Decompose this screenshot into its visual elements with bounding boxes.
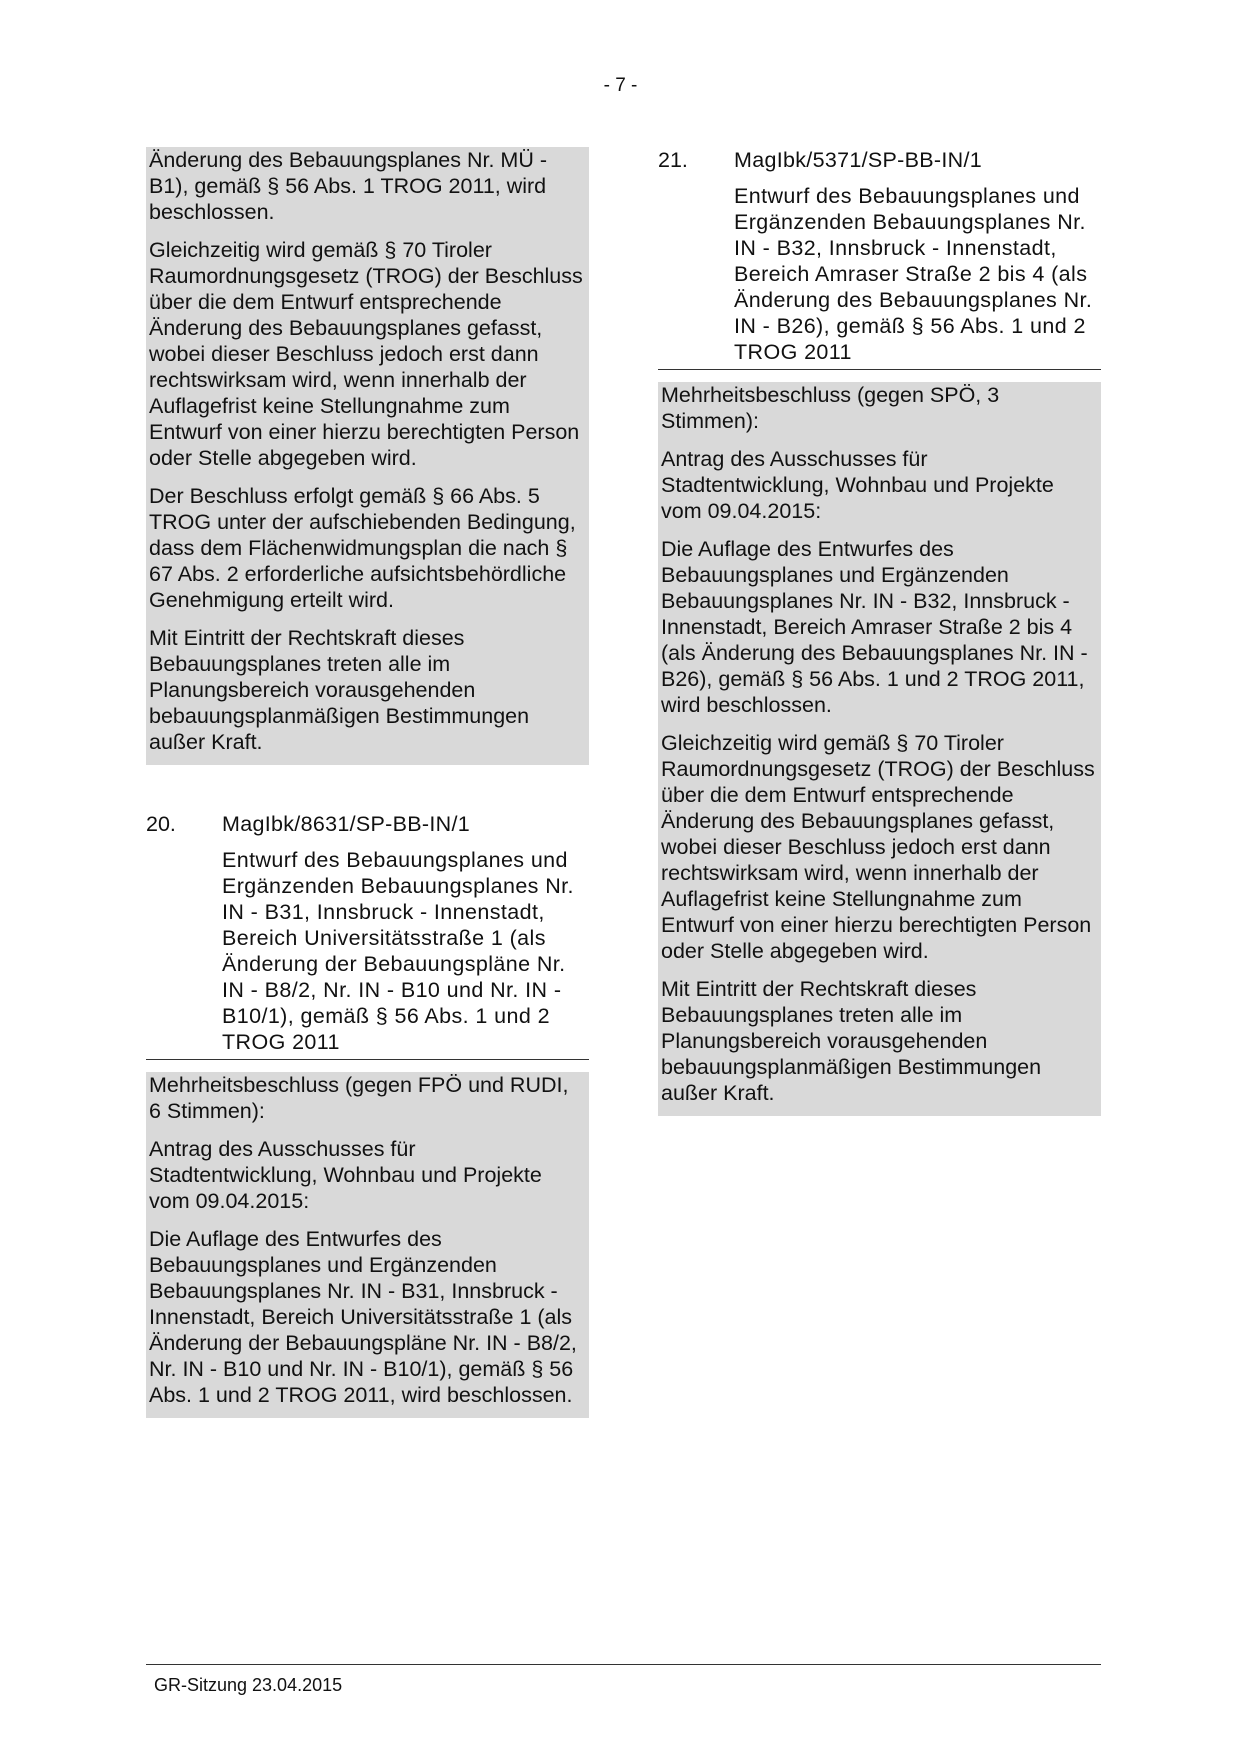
- decision-paragraph: Mehrheitsbeschluss (gegen SPÖ, 3 Stimmen):: [661, 383, 1000, 433]
- continuation-block: [146, 147, 589, 765]
- decision-paragraph: Mit Eintritt der Rechtskraft dieses Bebauungsplanes treten alle im Planungsbereich vorausgehenden bebauungsplanmäßigen Bestimmungen außer Kraft.: [661, 977, 1042, 1105]
- continuation-paragraph: Änderung des Bebauungsplanes Nr. MÜ - B1), gemäß § 56 Abs. 1 TROG 2011, wird beschlossen.: [149, 148, 547, 224]
- item-code: MagIbk/8631/SP-BB-IN/1: [222, 812, 470, 836]
- left-column: [146, 147, 589, 1418]
- item-number: 21.: [658, 148, 688, 172]
- decision-paragraph: Die Auflage des Entwurfes des Bebauungsplanes und Ergänzenden Bebauungsplanes Nr. IN - B32, Innsbruck - Innenstadt, Bereich Amraser Straße 2 bis 4 (als Änderung des Bebauungsplanes Nr. IN - B26), gemäß § 56 Abs. 1 und 2 TROG 2011, wird beschlossen.: [661, 537, 1088, 717]
- decision-paragraph: Gleichzeitig wird gemäß § 70 Tiroler Raumordnungsgesetz (TROG) der Beschluss über die dem Entwurf entsprechende Änderung des Bebauungsplanes gefasst, wobei dieser Beschluss jedoch erst dann rechtswirksam wird, wenn innerhalb der Auflagefrist keine Stellungnahme zum Entwurf von einer hierzu berechtigten Person oder Stelle abgegeben wird.: [661, 731, 1095, 963]
- decision-block: [146, 1072, 589, 1418]
- continuation-paragraph: Der Beschluss erfolgt gemäß § 66 Abs. 5 TROG unter der aufschiebenden Bedingung, dass dem Flächenwidmungsplan die nach § 67 Abs. 2 erforderliche aufsichtsbehördliche Genehmigung erteilt wird.: [149, 484, 576, 612]
- item-divider: [658, 369, 1101, 370]
- decision-paragraph: Die Auflage des Entwurfes des Bebauungsplanes und Ergänzenden Bebauungsplanes Nr. IN - B31, Innsbruck - Innenstadt, Bereich Universitätsstraße 1 (als Änderung der Bebauungspläne Nr. IN - B8/2, Nr. IN - B10 und Nr. IN - B10/1), gemäß § 56 Abs. 1 und 2 TROG 2011, wird beschlossen.: [149, 1227, 577, 1407]
- right-column: [658, 147, 1101, 1116]
- item-number: 20.: [146, 812, 176, 836]
- item-title: Entwurf des Bebauungsplanes und Ergänzenden Bebauungsplanes Nr. IN - B31, Innsbruck - Innenstadt, Bereich Universitätsstraße 1 (als Änderung der Bebauungspläne Nr. IN - B8/2, Nr. IN - B10 und Nr. IN - B10/1), gemäß § 56 Abs. 1 und 2 TROG 2011: [222, 848, 574, 1054]
- decision-paragraph: Antrag des Ausschusses für Stadtentwicklung, Wohnbau und Projekte vom 09.04.2015:: [661, 447, 1054, 523]
- item-divider: [146, 1059, 589, 1060]
- page-number: - 7 -: [603, 75, 638, 96]
- continuation-paragraph: Gleichzeitig wird gemäß § 70 Tiroler Raumordnungsgesetz (TROG) der Beschluss über die dem Entwurf entsprechende Änderung des Bebauungsplanes gefasst, wobei dieser Beschluss jedoch erst dann rechtswirksam wird, wenn innerhalb der Auflagefrist keine Stellungnahme zum Entwurf von einer hierzu berechtigten Person oder Stelle abgegeben wird.: [149, 238, 583, 470]
- agenda-item-20: [146, 811, 589, 1418]
- item-heading: [658, 147, 1101, 173]
- agenda-item-21: [658, 147, 1101, 1116]
- decision-paragraph: Antrag des Ausschusses für Stadtentwicklung, Wohnbau und Projekte vom 09.04.2015:: [149, 1137, 542, 1213]
- decision-paragraph: Mehrheitsbeschluss (gegen FPÖ und RUDI, 6 Stimmen):: [149, 1073, 569, 1123]
- footer-divider: [146, 1664, 1101, 1665]
- item-title: Entwurf des Bebauungsplanes und Ergänzenden Bebauungsplanes Nr. IN - B32, Innsbruck - Innenstadt, Bereich Amraser Straße 2 bis 4 (als Änderung des Bebauungsplanes Nr. IN - B26), gemäß § 56 Abs. 1 und 2 TROG 2011: [734, 184, 1093, 364]
- continuation-paragraph: Mit Eintritt der Rechtskraft dieses Bebauungsplanes treten alle im Planungsbereich vorausgehenden bebauungsplanmäßigen Bestimmungen außer Kraft.: [149, 626, 530, 754]
- item-code: MagIbk/5371/SP-BB-IN/1: [734, 148, 982, 172]
- decision-block: [658, 382, 1101, 1116]
- footer-text: GR-Sitzung 23.04.2015: [154, 1675, 343, 1695]
- item-heading: [146, 811, 589, 837]
